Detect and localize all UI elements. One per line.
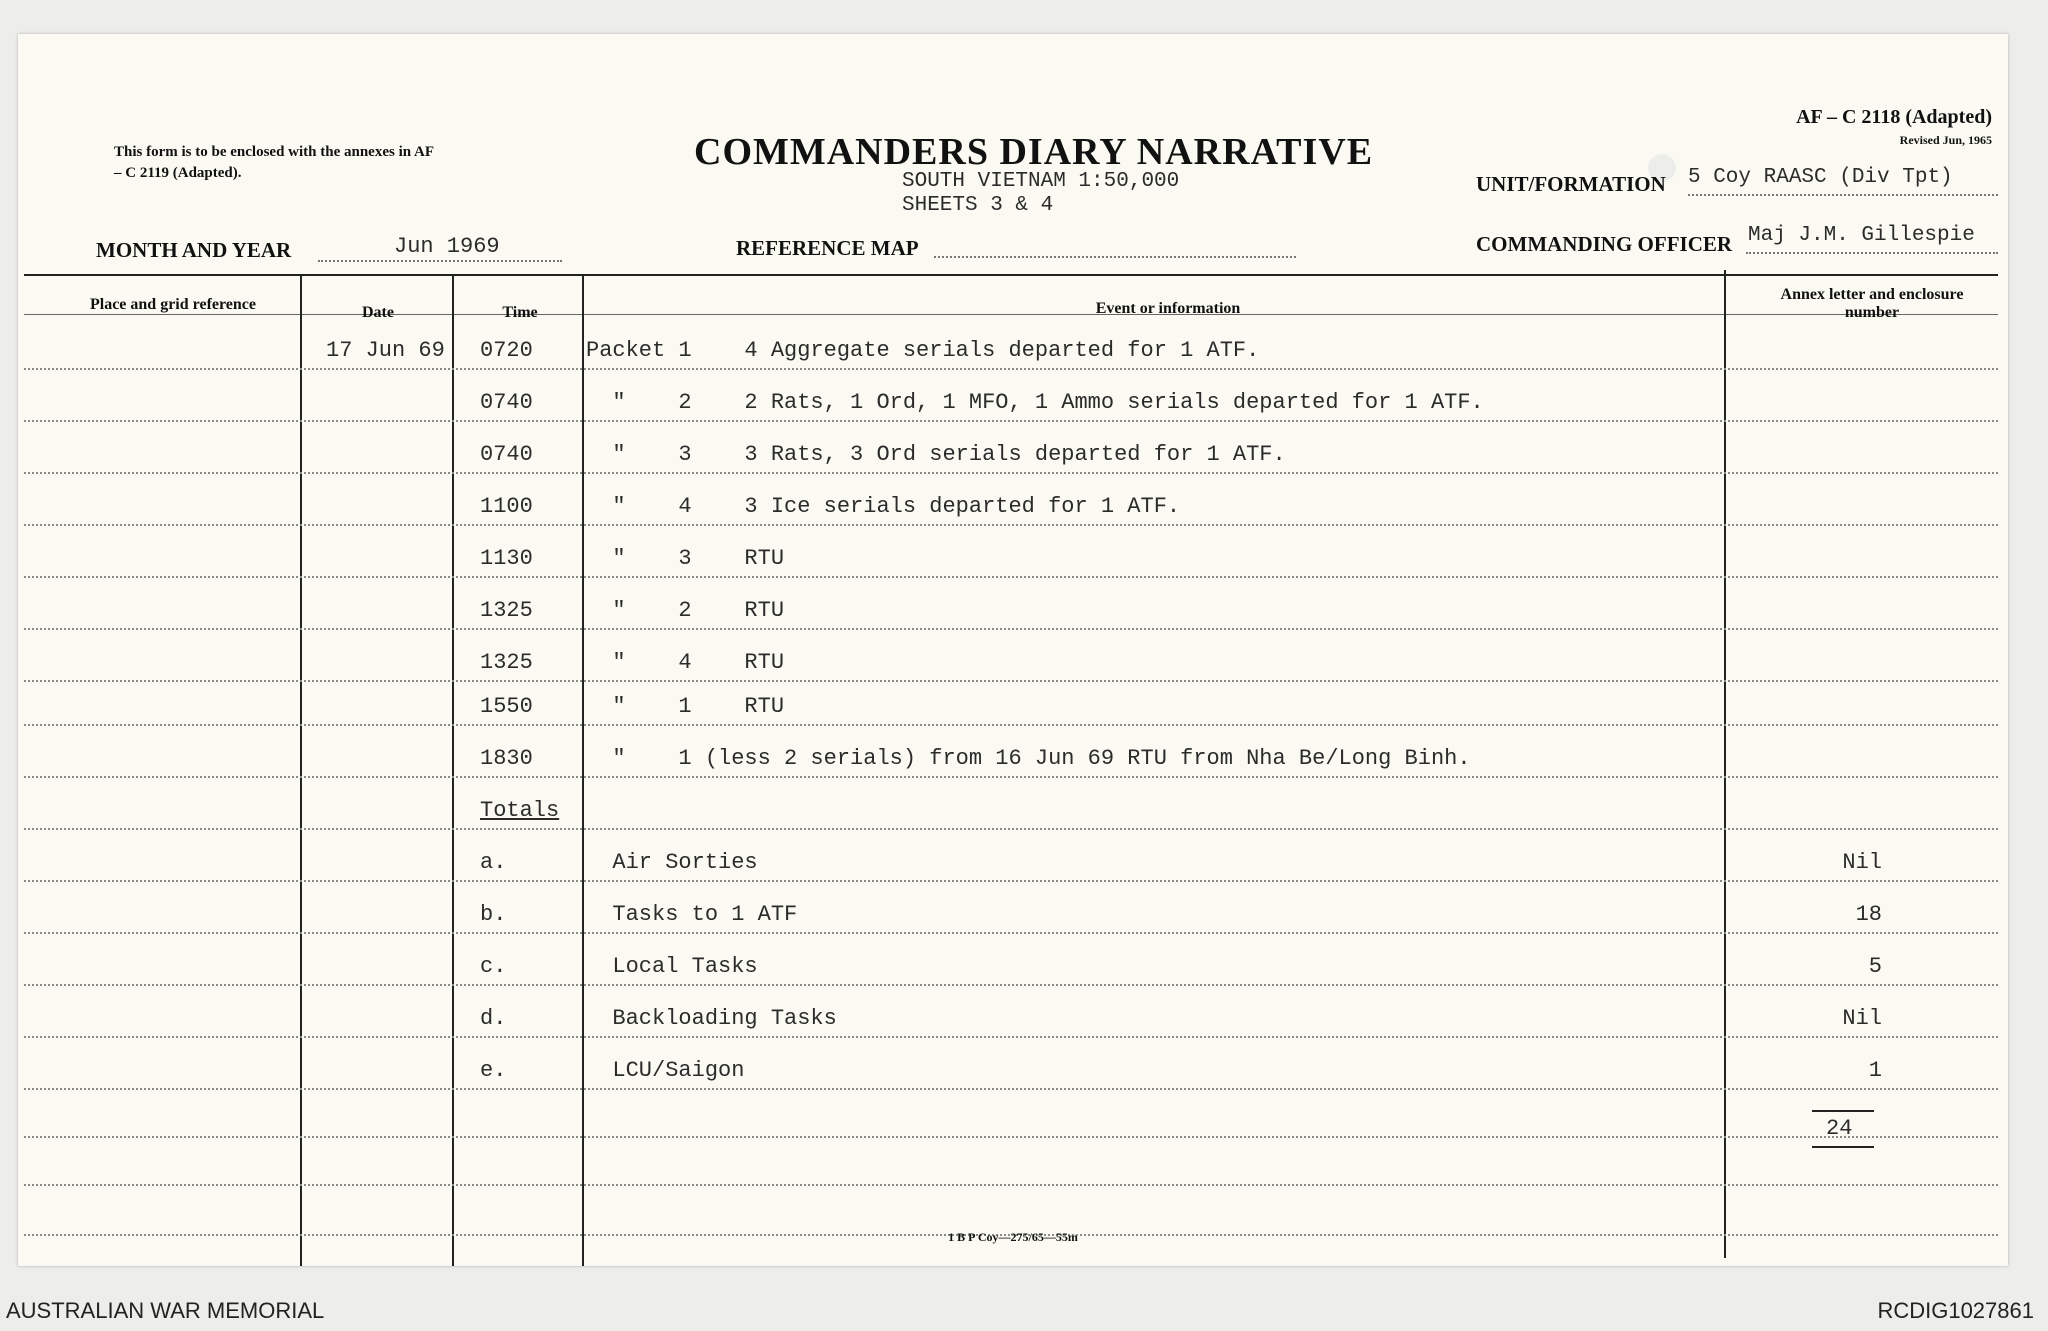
form-title: COMMANDERS DIARY NARRATIVE: [694, 131, 1374, 173]
cell-time: 1830: [480, 746, 533, 771]
revised-date: Revised Jun, 1965: [1899, 133, 1992, 147]
row-rule: [24, 524, 1998, 526]
header-place: Place and grid reference: [89, 296, 257, 313]
total-rule-top: [1812, 1110, 1874, 1112]
col-divider-date: [300, 276, 302, 1266]
print-code: 1 B P Coy—275/65—55m: [948, 1230, 1078, 1244]
unit-formation-value: 5 Coy RAASC (Div Tpt): [1688, 166, 1953, 189]
cell-time: 1325: [480, 598, 533, 623]
month-year-label: MONTH AND YEAR: [96, 238, 292, 262]
commanding-officer-label: COMMANDING OFFICER: [1476, 232, 1733, 256]
cell-time: b.: [480, 902, 507, 927]
reference-map-value-line1: SOUTH VIETNAM 1:50,000: [902, 170, 1180, 193]
row-rule: [24, 420, 1998, 422]
col-divider-time: [452, 276, 454, 1266]
month-year-line: [318, 260, 562, 262]
table-top-rule: [24, 274, 1998, 276]
cell-event: " 4 RTU: [586, 650, 785, 675]
form-number: AF – C 2118 (Adapted): [1796, 106, 1992, 128]
cell-time: d.: [480, 1006, 507, 1031]
cell-time: 0740: [480, 442, 533, 467]
cell-time: 0740: [480, 390, 533, 415]
month-year-value: Jun 1969: [394, 234, 500, 259]
cell-time: c.: [480, 954, 507, 979]
cell-event: Tasks to 1 ATF: [586, 902, 798, 927]
row-rule: [24, 472, 1998, 474]
cell-event: " 2 2 Rats, 1 Ord, 1 MFO, 1 Ammo serials departed for 1 ATF.: [586, 390, 1484, 415]
archive-id: RCDIG1027861: [1877, 1298, 2034, 1323]
reference-map-line: [934, 256, 1296, 258]
cell-time: 1130: [480, 546, 533, 571]
row-rule: [24, 880, 1998, 882]
cell-event: Backloading Tasks: [586, 1006, 837, 1031]
cell-time: 1325: [480, 650, 533, 675]
row-rule: [24, 1088, 1998, 1090]
cell-time: Totals: [480, 798, 560, 823]
col-divider-event: [582, 276, 584, 1266]
total-rule-bottom: [1812, 1146, 1874, 1148]
cell-time: a.: [480, 850, 507, 875]
cell-annex: 1: [1868, 1058, 1882, 1083]
row-rule: [24, 776, 1998, 778]
commanding-officer-value: Maj J.M. Gillespie: [1748, 224, 1975, 247]
cell-event: Packet 1 4 Aggregate serials departed for 1 ATF.: [586, 338, 1260, 363]
row-rule: [24, 680, 1998, 682]
row-rule: [24, 1136, 1998, 1138]
enclosure-note: This form is to be enclosed with the annexes in AF – C 2119 (Adapted).: [114, 144, 434, 181]
row-rule: [24, 984, 1998, 986]
header-event: Event or information: [1095, 300, 1241, 317]
cell-annex: Nil: [1842, 1006, 1882, 1031]
cell-time: 1100: [480, 494, 533, 519]
archive-credit: AUSTRALIAN WAR MEMORIAL: [6, 1298, 325, 1323]
cell-event: " 4 3 Ice serials departed for 1 ATF.: [586, 494, 1181, 519]
row-rule: [24, 368, 1998, 370]
commanding-officer-line: [1746, 252, 1998, 254]
row-rule: [24, 932, 1998, 934]
cell-event: Air Sorties: [586, 850, 758, 875]
cell-annex: 5: [1868, 954, 1882, 979]
row-rule: [24, 724, 1998, 726]
unit-formation-line: [1688, 194, 1998, 196]
row-rule: [24, 576, 1998, 578]
cell-event: Local Tasks: [586, 954, 758, 979]
cell-event: " 1 RTU: [586, 694, 785, 719]
row-rule: [24, 1036, 1998, 1038]
cell-event: " 3 RTU: [586, 546, 785, 571]
row-rule: [24, 1184, 1998, 1186]
cell-annex: 18: [1855, 902, 1882, 927]
cell-time: e.: [480, 1058, 507, 1083]
cell-annex: Nil: [1842, 850, 1882, 875]
cell-time: 0720: [480, 338, 533, 363]
row-rule: [24, 828, 1998, 830]
header-annex: Annex letter and enclosure number: [1780, 286, 1964, 321]
header-date: Date: [362, 304, 394, 321]
cell-event: " 2 RTU: [586, 598, 785, 623]
unit-formation-label: UNIT/FORMATION: [1476, 172, 1666, 196]
cell-event: " 1 (less 2 serials) from 16 Jun 69 RTU from Nha Be/Long Binh.: [586, 746, 1471, 771]
header-time: Time: [502, 304, 538, 321]
row-rule: [24, 628, 1998, 630]
reference-map-value-line2: SHEETS 3 & 4: [902, 194, 1054, 217]
total-sum: 24: [1826, 1116, 1853, 1141]
reference-map-label: REFERENCE MAP: [736, 236, 919, 260]
cell-date: 17 Jun 69: [326, 338, 445, 363]
col-divider-annex: [1724, 270, 1726, 1258]
cell-time: 1550: [480, 694, 533, 719]
cell-event: LCU/Saigon: [586, 1058, 745, 1083]
cell-event: " 3 3 Rats, 3 Ord serials departed for 1 ATF.: [586, 442, 1286, 467]
diary-form-sheet: [18, 34, 2008, 1266]
